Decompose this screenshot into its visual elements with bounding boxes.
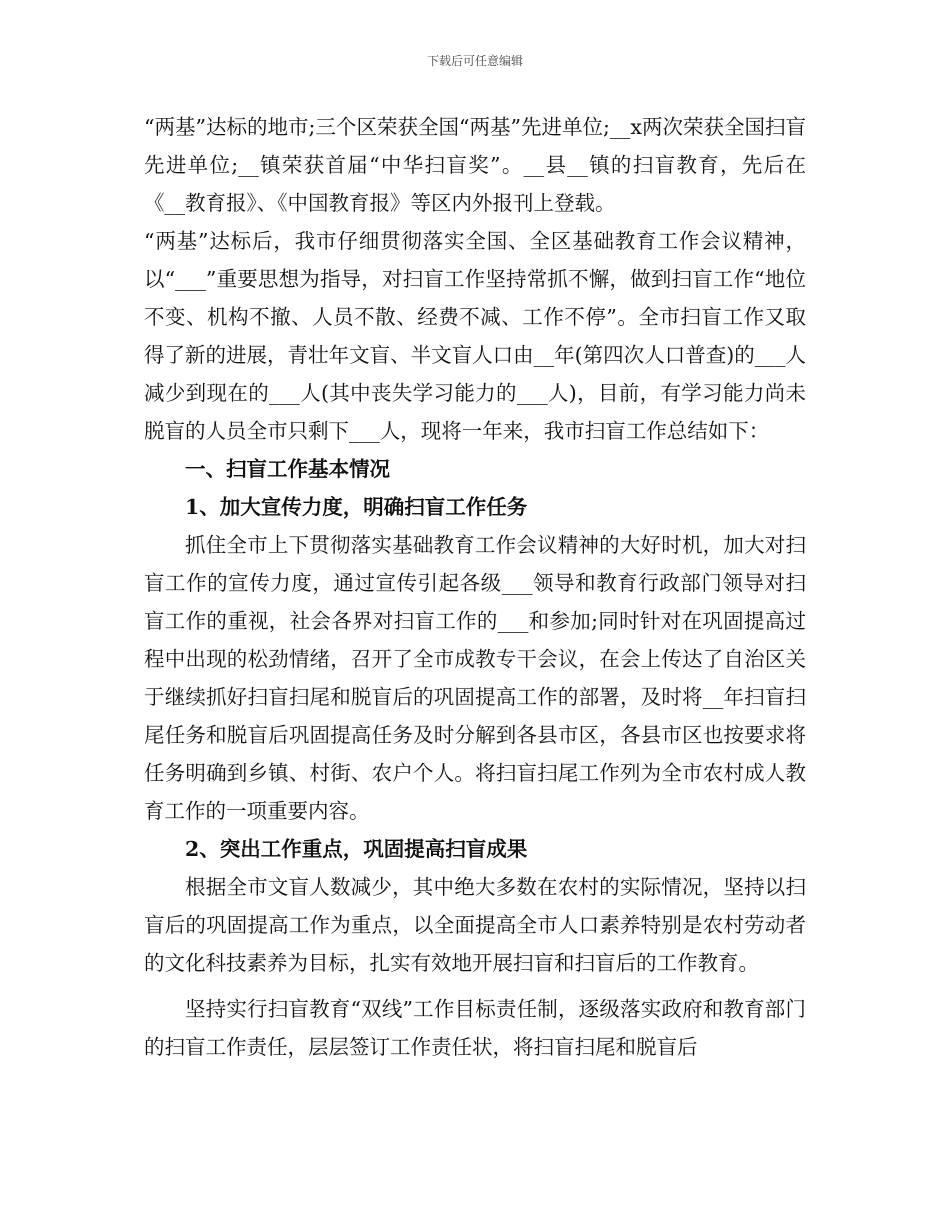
subsection-2-paragraph-2: 坚持实行扫盲教育“双线”工作目标责任制，逐级落实政府和教育部门的扫盲工作责任，层层签订工作责任状，将扫盲扫尾和脱盲后	[144, 997, 806, 1059]
subsection-1-paragraph: 抓住全市上下贯彻落实基础教育工作会议精神的大好时机，加大对扫盲工作的宣传力度，通过宣传引起各级___领导和教育行政部门领导对扫盲工作的重视，社会各界对扫盲工作的___和参加;同时针对在巩固提高过程中出现的松劲情绪，召开了全市成教专干会议，在会上传达了自治区关于继续抓好扫盲扫尾和脱盲后的巩固提高工作的部署，及时将__年扫盲扫尾任务和脱盲后巩固提高任务及时分解到各县市区，各县市区也按要求将任务明确到乡镇、村街、农户个人。将扫盲扫尾工作列为全市农村成人教育工作的一项重要内容。	[144, 533, 806, 823]
intro-paragraph-1: “两基”达标的地市;三个区荣获全国“两基”先进单位;__x两次荣获全国扫盲先进单位;__镇荣获首届“中华扫盲奖”。__县__镇的扫盲教育，先后在《__教育报》、《中国教育报》等区内外报刊上登载。	[144, 115, 806, 215]
subsection-heading-2: 2、突出工作重点，巩固提高扫盲成果	[185, 837, 528, 861]
page-header: 下载后可任意编辑	[426, 54, 523, 68]
section-heading-1: 一、扫盲工作基本情况	[185, 457, 390, 481]
subsection-heading-1: 1、加大宣传力度，明确扫盲工作任务	[185, 495, 528, 519]
subsection-2-paragraph-1: 根据全市文盲人数减少，其中绝大多数在农村的实际情况，坚持以扫盲后的巩固提高工作为重点，以全面提高全市人口素养特别是农村劳动者的文化科技素养为目标，扎实有效地开展扫盲和扫盲后的工作教育。	[144, 875, 806, 975]
intro-paragraph-2: “两基”达标后，我市仔细贯彻落实全国、全区基础教育工作会议精神，以“___”重要思想为指导，对扫盲工作坚持常抓不懈，做到扫盲工作“地位不变、机构不撤、人员不散、经费不减、工作不停”。全市扫盲工作又取得了新的进展，青壮年文盲、半文盲人口由__年(第四次人口普查)的___人减少到现在的___人(其中丧失学习能力的___人)，目前，有学习能力尚未脱盲的人员全市只剩下___人，现将一年来，我市扫盲工作总结如下：	[144, 229, 806, 443]
document-body	[144, 108, 806, 1066]
